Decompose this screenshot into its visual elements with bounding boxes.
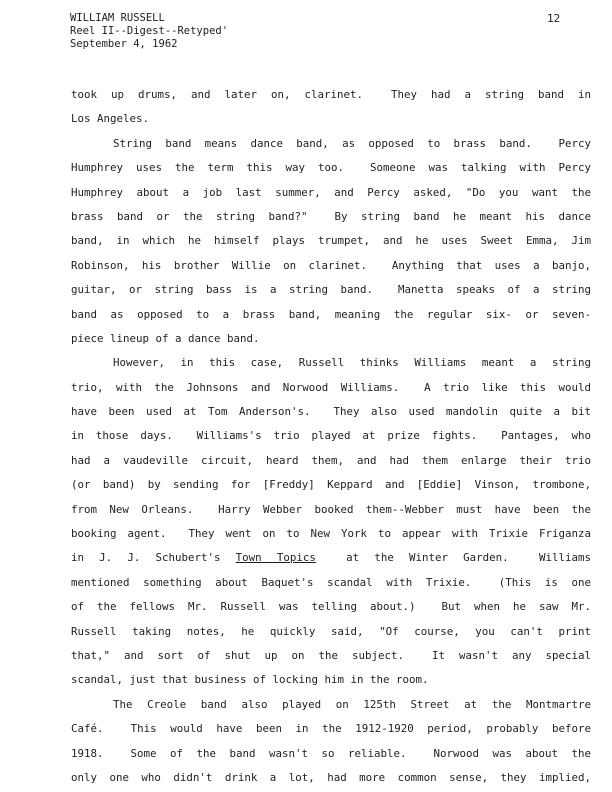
body-text [71, 83, 591, 790]
text-line: Robinson, his brother Willie on clarinet. Anything that uses a banjo, [71, 258, 591, 272]
text-line: band, in which he himself plays trumpet, and he uses Sweet Emma, Jim [71, 234, 591, 248]
text-line: in those days. Williams's trio played at prize fights. Pantages, who [71, 429, 591, 443]
text-line: Los Angeles. [71, 112, 150, 126]
text-line: Russell taking notes, he quickly said, "Of course, you can't print [71, 624, 591, 638]
text-line: Café. This would have been in the 1912-1920 period, probably before [71, 722, 591, 736]
text-segment: at the Winter Garden. Williams [315, 551, 591, 565]
text-line: have been used at Tom Anderson's. They also used mandolin quite a bit [71, 405, 591, 419]
text-line: piece lineup of a dance band. [71, 331, 260, 345]
text-line: Humphrey about a job last summer, and Percy asked, "Do you want the [71, 185, 591, 199]
text-line: brass band or the string band?" By string band he meant his dance [71, 209, 591, 223]
text-line: band as opposed to a brass band, meaning the regular six- or seven- [71, 307, 591, 321]
text-line: 1918. Some of the band wasn't so reliable. Norwood was about the [71, 746, 591, 760]
text-segment: in J. J. Schubert's [71, 551, 236, 565]
page-header [70, 12, 228, 51]
text-line: that," and sort of shut up on the subject. It wasn't any special [71, 648, 591, 662]
text-line: (or band) by sending for [Freddy] Keppard and [Eddie] Vinson, trombone, [71, 478, 591, 492]
text-line: However, in this case, Russell thinks Williams meant a string [113, 356, 591, 370]
page-number: 12 [547, 12, 561, 25]
header-reel: Reel II--Digest--Retyped' [70, 25, 229, 37]
text-line: scandal, just that business of locking him in the room. [71, 673, 429, 687]
text-line: guitar, or string bass is a string band. Manetta speaks of a string [71, 283, 591, 297]
text-line: took up drums, and later on, clarinet. They had a string band in [71, 88, 591, 101]
text-line: The Creole band also played on 125th Street at the Montmartre [113, 697, 591, 711]
header-date: September 4, 1962 [70, 38, 178, 50]
text-line: booking agent. They went on to New York to appear with Trixie Friganza [71, 527, 591, 541]
text-line: mentioned something about Baquet's scandal with Trixie. (This is one [71, 575, 591, 589]
text-line: only one who didn't drink a lot, had more common sense, they implied, [71, 770, 591, 784]
show-title: Town Topics [235, 551, 316, 565]
text-line: trio, with the Johnsons and Norwood Williams. A trio like this would [71, 380, 591, 394]
text-line: String band means dance band, as opposed to brass band. Percy [113, 136, 591, 150]
text-line: had a vaudeville circuit, heard them, and had them enlarge their trio [71, 453, 591, 467]
text-line: of the fellows Mr. Russell was telling about.) But when he saw Mr. [71, 600, 591, 614]
header-author: WILLIAM RUSSELL [70, 12, 165, 24]
text-line: Humphrey uses the term this way too. Someone was talking with Percy [71, 161, 591, 175]
text-line [71, 546, 591, 570]
text-line: from New Orleans. Harry Webber booked them--Webber must have been the [71, 502, 591, 516]
